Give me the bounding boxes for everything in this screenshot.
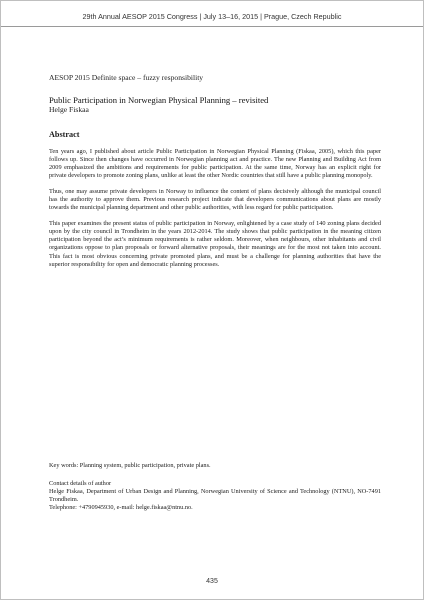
contact-affiliation: Helge Fiskaa, Department of Urban Design and Planning, Norwegian University of Science and Technology (NTNU), NO-7491 Trondheim.: [49, 488, 381, 504]
contact-details: [49, 480, 381, 512]
header-divider: [1, 26, 423, 27]
paper-title: Public Participation in Norwegian Physical Planning – revisited: [49, 95, 269, 105]
contact-telephone: Telephone: +4790945930, e-mail: helge.fiskaa@ntnu.no.: [49, 504, 193, 512]
conference-track: AESOP 2015 Definite space – fuzzy responsibility: [49, 73, 204, 82]
abstract-heading: Abstract: [49, 130, 80, 139]
abstract-paragraph: Thus, one may assume private developers in Norway to influence the content of plans decisively although the municipal council has the authority to approve them. Previous research project indicate that developers communications about plans are mostly towards the municipal planning department and other public authorities, with less regard for public participation.: [49, 188, 381, 212]
abstract-paragraph: This paper examines the present status of public participation in Norway, enlightened by a case study of 140 zoning plans decided upon by the city council in Trondheim in the years 2012-2014. The study shows that public participation in the meaning citizen participation beyond the act’s minimum requirements is rather seldom. Moreover, when neighbours, other inhabitants and civil organizations oppose to plan proposals or forward alternative proposals, their meanings are for the most not taken into account. This fact is most obvious concerning private promoted plans, and must be a challenge for planning authorities that have the superior responsibility for open and democratic planning processes.: [49, 220, 381, 268]
abstract-paragraph: Ten years ago, I published about article Public Participation in Norwegian Physical Planning (Fiskaa, 2005), which this paper follows up. Since then changes have occurred in Norwegian planning act and practice. The new Planning and Building Act from 2009 emphasized the ambitions and requirements for public participation. At the same time, Norway has an explicit right for private developers to promote zoning plans, unlike at least the other Nordic countries that still have a public planning monopoly.: [49, 148, 381, 180]
keywords: Key words: Planning system, public participation, private plans.: [49, 462, 211, 469]
page-number: 435: [206, 578, 218, 585]
running-header: 29th Annual AESOP 2015 Congress | July 13–16, 2015 | Prague, Czech Republic: [82, 12, 342, 21]
contact-heading: Contact details of author: [49, 480, 112, 487]
paper-author: Helge Fiskaa: [49, 105, 89, 114]
paper-body: [49, 73, 381, 277]
